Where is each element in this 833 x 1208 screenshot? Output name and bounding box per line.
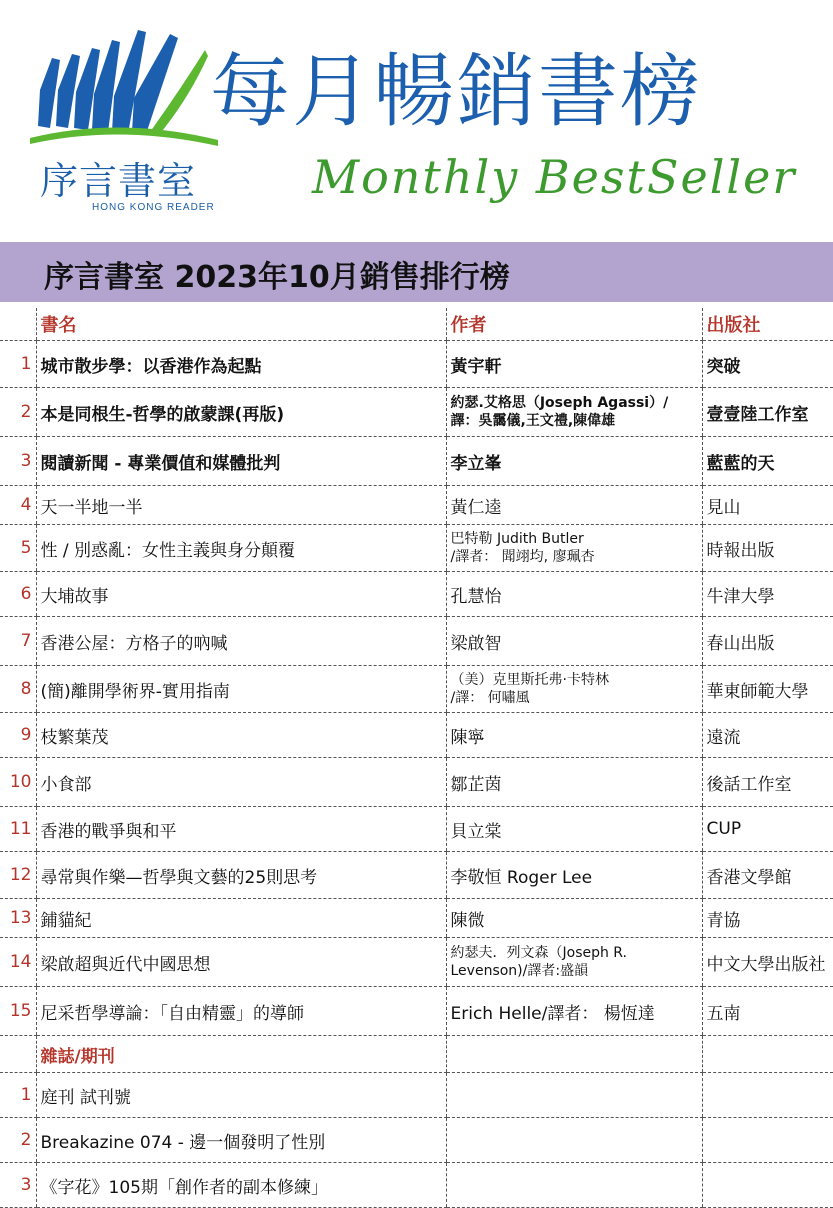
section-author-empty bbox=[446, 1036, 702, 1073]
book-publisher: 壹壹陸工作室 bbox=[702, 388, 833, 437]
rank-number: 6 bbox=[0, 572, 36, 617]
magazine-author-empty bbox=[446, 1073, 702, 1118]
book-publisher: 香港文學館 bbox=[702, 852, 833, 899]
magazine-title: 庭刊 試刊號 bbox=[36, 1073, 446, 1118]
book-title: 梁啟超與近代中國思想 bbox=[36, 938, 446, 987]
header-author: 作者 bbox=[446, 308, 702, 341]
book-author bbox=[446, 388, 702, 437]
book-title: 天一半地一半 bbox=[36, 486, 446, 525]
book-author bbox=[446, 938, 702, 987]
author-name: 孔慧怡 bbox=[450, 586, 502, 607]
author-line: （美）克里斯托弗·卡特林 bbox=[450, 672, 609, 688]
page-subtitle: Monthly BestSeller bbox=[312, 150, 797, 204]
logo-chinese-text: 序言書室 bbox=[40, 159, 197, 203]
rank-number: 8 bbox=[0, 666, 36, 713]
book-title: 本是同根生-哲學的啟蒙課(再版) bbox=[36, 388, 446, 437]
rank-number: 11 bbox=[0, 807, 36, 852]
book-logo-icon bbox=[30, 20, 220, 155]
magazine-title: 《字花》105期「創作者的副本修練」 bbox=[36, 1163, 446, 1208]
magazine-section-header bbox=[0, 1036, 833, 1073]
book-publisher: 後話工作室 bbox=[702, 758, 833, 807]
table-row bbox=[0, 486, 833, 525]
table-row bbox=[0, 713, 833, 758]
bestseller-table bbox=[0, 308, 833, 1208]
book-title: 鋪貓紀 bbox=[36, 899, 446, 938]
page-title: 每月暢銷書榜 bbox=[210, 45, 702, 138]
author-line: 約瑟.艾格思（Joseph Agassi）/ bbox=[450, 395, 669, 411]
book-publisher: 華東師範大學 bbox=[702, 666, 833, 713]
section-publisher-empty bbox=[702, 1036, 833, 1073]
rank-number: 10 bbox=[0, 758, 36, 807]
rank-number: 12 bbox=[0, 852, 36, 899]
author-name: 黃宇軒 bbox=[450, 356, 502, 377]
table-row bbox=[0, 852, 833, 899]
author-name: Erich Helle/譯者： 楊恆達 bbox=[450, 1003, 655, 1024]
book-publisher: 時報出版 bbox=[702, 525, 833, 572]
table-row bbox=[0, 666, 833, 713]
header bbox=[0, 0, 833, 240]
rank-number: 9 bbox=[0, 713, 36, 758]
author-name: 陳微 bbox=[450, 910, 485, 931]
rank-number: 1 bbox=[0, 1073, 36, 1118]
book-title: 枝繁葉茂 bbox=[36, 713, 446, 758]
table-row bbox=[0, 572, 833, 617]
table-row bbox=[0, 987, 833, 1036]
table-row bbox=[0, 437, 833, 486]
author-line: /譯者： 聞翊均, 廖珮杏 bbox=[450, 549, 595, 565]
rank-number: 4 bbox=[0, 486, 36, 525]
magazine-publisher-empty bbox=[702, 1073, 833, 1118]
header-rank bbox=[0, 308, 36, 341]
section-title: 雜誌/期刊 bbox=[36, 1036, 446, 1073]
book-author bbox=[446, 987, 702, 1036]
book-publisher: 牛津大學 bbox=[702, 572, 833, 617]
book-author bbox=[446, 758, 702, 807]
rank-number: 2 bbox=[0, 1118, 36, 1163]
book-title: (簡)離開學術界-實用指南 bbox=[36, 666, 446, 713]
table-row bbox=[0, 388, 833, 437]
book-author bbox=[446, 486, 702, 525]
magazine-author-empty bbox=[446, 1118, 702, 1163]
rank-number: 1 bbox=[0, 341, 36, 388]
book-title: 香港的戰爭與和平 bbox=[36, 807, 446, 852]
rank-number: 14 bbox=[0, 938, 36, 987]
table-row bbox=[0, 1163, 833, 1208]
rank-number: 13 bbox=[0, 899, 36, 938]
logo-english-text: HONG KONG READER bbox=[92, 202, 215, 213]
table-row bbox=[0, 938, 833, 987]
rank-number: 2 bbox=[0, 388, 36, 437]
author-line: 約瑟夫．列文森（Joseph R. bbox=[450, 945, 627, 961]
rank-number: 5 bbox=[0, 525, 36, 572]
author-name: 貝立棠 bbox=[450, 821, 502, 842]
table-row bbox=[0, 341, 833, 388]
book-title: 城市散步學：以香港作為起點 bbox=[36, 341, 446, 388]
table-header bbox=[0, 308, 833, 341]
author-name: 李敬恒 Roger Lee bbox=[450, 867, 593, 888]
book-title: 香港公屋：方格子的吶喊 bbox=[36, 617, 446, 666]
book-author bbox=[446, 852, 702, 899]
book-author bbox=[446, 341, 702, 388]
banner-title: 序言書室 2023年10月銷售排行榜 bbox=[44, 260, 510, 295]
author-name: 鄒芷茵 bbox=[450, 774, 502, 795]
book-title: 尼采哲學導論：「自由精靈」的導師 bbox=[36, 987, 446, 1036]
ranking-banner bbox=[0, 242, 833, 302]
book-title: 大埔故事 bbox=[36, 572, 446, 617]
book-author bbox=[446, 666, 702, 713]
book-title: 閱讀新聞 - 專業價值和媒體批判 bbox=[36, 437, 446, 486]
book-publisher: 五南 bbox=[702, 987, 833, 1036]
book-publisher: 突破 bbox=[702, 341, 833, 388]
book-author bbox=[446, 525, 702, 572]
author-line: Levenson)/譯者:盛韻 bbox=[450, 963, 589, 979]
rank-number: 3 bbox=[0, 1163, 36, 1208]
rank-number: 15 bbox=[0, 987, 36, 1036]
book-title: 性 / 別惑亂：女性主義與身分顛覆 bbox=[36, 525, 446, 572]
author-name: 陳寧 bbox=[450, 727, 485, 748]
author-line: 譯：吳靄儀,王文禮,陳偉雄 bbox=[450, 413, 616, 429]
book-author bbox=[446, 807, 702, 852]
book-author bbox=[446, 572, 702, 617]
book-author bbox=[446, 713, 702, 758]
author-name: 李立峯 bbox=[450, 453, 502, 474]
table-row bbox=[0, 807, 833, 852]
rank-number: 3 bbox=[0, 437, 36, 486]
book-publisher: 遠流 bbox=[702, 713, 833, 758]
magazine-publisher-empty bbox=[702, 1163, 833, 1208]
book-title: 小食部 bbox=[36, 758, 446, 807]
section-rank-empty bbox=[0, 1036, 36, 1073]
book-publisher: 中文大學出版社 bbox=[702, 938, 833, 987]
book-author bbox=[446, 437, 702, 486]
author-line: 巴特勒 Judith Butler bbox=[450, 531, 584, 547]
table-row bbox=[0, 1073, 833, 1118]
table-row bbox=[0, 1118, 833, 1163]
book-title: 尋常與作樂—哲學與文藝的25則思考 bbox=[36, 852, 446, 899]
book-author bbox=[446, 617, 702, 666]
author-line: /譯： 何嘯風 bbox=[450, 690, 530, 706]
magazine-title: Breakazine 074 - 邊一個發明了性別 bbox=[36, 1118, 446, 1163]
header-publisher: 出版社 bbox=[702, 308, 833, 341]
book-publisher: 青協 bbox=[702, 899, 833, 938]
table-row bbox=[0, 617, 833, 666]
table-row bbox=[0, 525, 833, 572]
book-publisher: 春山出版 bbox=[702, 617, 833, 666]
author-name: 梁啟智 bbox=[450, 633, 502, 654]
header-title: 書名 bbox=[36, 308, 446, 341]
book-publisher: 見山 bbox=[702, 486, 833, 525]
magazine-author-empty bbox=[446, 1163, 702, 1208]
magazine-publisher-empty bbox=[702, 1118, 833, 1163]
table-row bbox=[0, 899, 833, 938]
rank-number: 7 bbox=[0, 617, 36, 666]
author-name: 黃仁逵 bbox=[450, 497, 502, 518]
book-publisher: CUP bbox=[702, 807, 833, 852]
table-row bbox=[0, 758, 833, 807]
book-publisher: 藍藍的天 bbox=[702, 437, 833, 486]
book-author bbox=[446, 899, 702, 938]
